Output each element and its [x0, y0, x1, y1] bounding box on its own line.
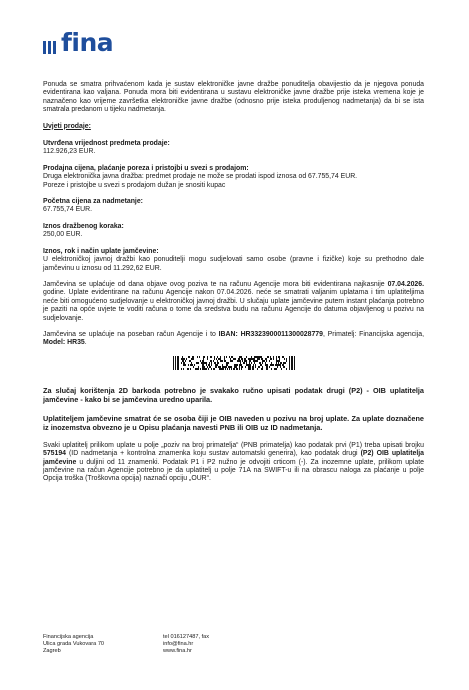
footer-web[interactable]: www.fina.hr: [163, 648, 192, 655]
payment-instructions: Svaki uplatitelj prilikom uplate u polje „poziv na broj primatelja“ (PNB primatelja) kao podatak prvi (P1) treba upisati brojku 575194 (ID nadmetanja + kontrolna znamenka koju sustav automatski generira), kao podatak drugi (P2) OIB uplatitelja jamčevine u duljini od 11 znamenki. Podatak P1 i P2 nužno je odvojiti crticom (-). Za inozemne uplate, prilikom uplate jamčevine na račun Agencije potrebno je da uplatitelj u polje 71A na SWIFT-u ili na obrascu naloga za plaćanje u polje Opcija troška (Troškovna opcija) naznači opciju „OUR“.: [43, 441, 424, 483]
step-amount: 250,00 EUR.: [43, 231, 83, 239]
document-body: [43, 81, 424, 492]
iban: IBAN: HR3323900011300028779: [218, 330, 323, 338]
deposit-section: [43, 248, 424, 348]
footer-street: Ulica grada Vukovara 70: [43, 641, 105, 648]
start-price-amount: 67.755,74 EUR.: [43, 206, 93, 214]
logo-text: fina: [61, 28, 114, 57]
logo-bars-icon: [43, 41, 58, 54]
price-label: Prodajna cijena, plaćanje poreza i pristojbi u svezi s prodajom:: [43, 164, 249, 172]
deposit-deadline: 07.04.2026.: [387, 280, 424, 288]
value-label: Utvrđena vrijednost predmeta prodaje:: [43, 140, 170, 148]
deposit-paragraph-1: U elektroničkoj javnoj dražbi kao ponuditelji mogu sudjelovati samo osobe (pravne i fizičke) koje su prethodno dale jamčevinu u iznosu od 11.292,62 EUR.: [43, 256, 424, 272]
intro-paragraph: Ponuda se smatra prihvaćenom kada je sustav elektroničke javne dražbe ponuditelja obavijestio da je njegova ponuda evidentirana kao valjana. Ponuda mora biti evidentirana u sustavu elektroničke javne dražbe prije isteka vremena koje je naznačeno kao vrijeme završetka elektroničke javne dražbe (odnosno prije isteka produljenog nadmetanja) da bi se ista smatrala predanom u tijeku nadmetanja.: [43, 81, 424, 114]
step-label: Iznos dražbenog koraka:: [43, 222, 124, 230]
p2-field: (P2) OIB uplatitelja jamčevine: [43, 450, 424, 466]
conditions-heading: Uvjeti prodaje:: [43, 122, 91, 130]
footer-org: Financijska agencija: [43, 634, 94, 640]
footer-city: Zagreb: [43, 648, 61, 655]
step-section: [43, 223, 424, 240]
start-price-label: Početna cijena za nadmetanje:: [43, 198, 143, 206]
start-price-section: [43, 198, 424, 215]
payment-model: Model: HR35: [43, 339, 85, 347]
price-section: [43, 165, 424, 190]
footer-address: [43, 634, 104, 655]
deposit-paragraph-3: Jamčevina se uplaćuje na poseban račun Agencije i to IBAN: HR3323900011300028779, Primatelj: Financijska agencija, Model: HR35.: [43, 330, 424, 347]
value-amount: 112.926,23 EUR.: [43, 148, 96, 156]
pdf417-barcode: [173, 356, 295, 370]
payer-note: Uplatiteljem jamčevine smatrat će se osoba čiji je OIB naveden u pozivu na broj uplate. Za uplate doznačene iz inozemstva obvezno je u Opisu plaćanja navesti PNB ili OIB uz ID nadmetanja.: [43, 413, 424, 432]
deposit-label: Iznos, rok i način uplate jamčevine:: [43, 247, 159, 255]
footer-email[interactable]: info@fina.hr: [163, 641, 194, 648]
auction-reference: 575194: [43, 450, 66, 458]
footer-contact: [163, 634, 209, 655]
footer-phone: tel 016127487, fax: [163, 634, 210, 640]
value-section: [43, 140, 424, 157]
price-text: Druga elektronička javna dražba: predmet prodaje ne može se prodati ispod iznosa od 67.755,74 EUR.: [43, 173, 358, 181]
tax-text: Poreze i pristojbe u svezi s prodajom dužan je snositi kupac: [43, 181, 226, 189]
fina-logo: [43, 28, 114, 57]
barcode-note: Za slučaj korištenja 2D barkoda potrebno je svakako ručno upisati podatak drugi (P2) - OIB uplatitelja jamčevine - kako bi se jamčevina uredno uparila.: [43, 385, 424, 404]
deposit-paragraph-2: Jamčevina se uplaćuje od dana objave ovog poziva te na računu Agencije mora biti evidentirana najkasnije 07.04.2026. godine. Uplate evidentirane na računu Agencije nakon 07.04.2026. neće se smatrati valjanim uplatama i tim uplatiteljima neće biti omogućeno sudjelovanje u elektroničkoj javnoj dražbi. U slučaju uplate jamčevine putem instant plaćanja potrebno je paziti na opće uvjete te voditi računa o tome da sredstva budu na računu Agencije do datuma objavljenog u pozivu na sudjelovanje.: [43, 280, 424, 322]
